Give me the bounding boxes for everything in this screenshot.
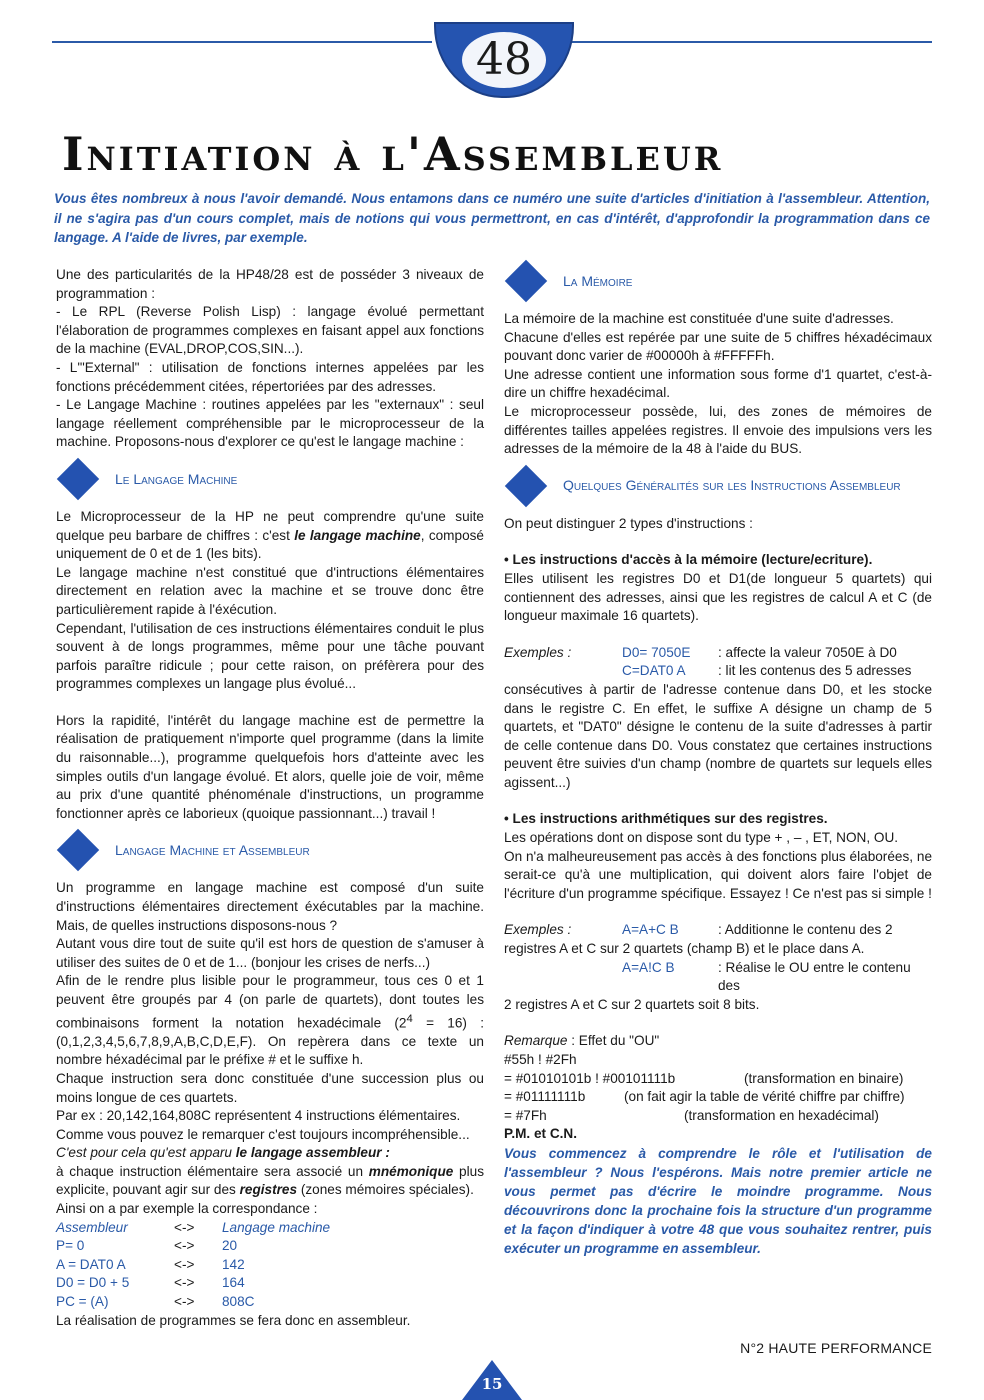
article-title: Initiation à l'Assembleur (62, 127, 724, 181)
example-code: A=A!C B (622, 959, 675, 975)
paragraph: Cependant, l'utilisation de ces instructions élémentaires conduit le plus souvent à de longs programmes, même pour une tâche pouvant parfois paraître ridicule ; pour cette raison, on préfèrera pour des programmes complexes un langage plus évolué... (56, 620, 484, 692)
header-rule-left (52, 41, 432, 43)
paragraph: Le Microprocesseur de la HP ne peut comprendre qu'une suite quelque peu barbare de chiffres : c'est le langage machine, composé uniquement de 0 et de 1 (les bits). (56, 508, 484, 562)
table-row: D0 = D0 + 5 <-> 164 (56, 1275, 245, 1291)
section-heading-langage-machine (56, 458, 484, 500)
example-desc: : Additionne le contenu des 2 (718, 922, 893, 938)
header-badge-number: 48 (462, 32, 546, 88)
emphasis: le langage machine (294, 527, 421, 543)
example-code: A=A+C B (622, 922, 679, 938)
header-rule-right (572, 41, 932, 43)
paragraph: - L'"External" : utilisation de fonctions internes appelées par les fonctions précédemment citées, répertoriées par des adresses. (56, 359, 484, 394)
example-line (504, 959, 932, 996)
remark-title: Remarque : Effet du "OU" (504, 1033, 660, 1049)
paragraph: - Le RPL (Reverse Polish Lisp) : langage évolué permettant l'élaboration de programmes complexes en faisant appel aux fonctions de la machine (EVAL,DROP,COS,SIN...). (56, 304, 484, 357)
section-title: La Mémoire (563, 272, 633, 289)
section-heading-generalites (504, 465, 932, 507)
article-intro: Vous êtes nombreux à nous l'avoir demandé. Nous entamons dans ce numéro une suite d'articles d'initiation à l'assembleur. Attention, il ne s'agira pas d'un cours complet, mais de notions qui vous permettront, en cas d'intérêt, d'approfondir la programmation dans ce langage. A l'aide de livres, par exemple. (54, 191, 930, 245)
signature: P.M. et C.N. (504, 1126, 578, 1142)
right-column (504, 266, 932, 1258)
left-column (56, 266, 484, 1330)
paragraph: On peut distinguer 2 types d'instructions : (504, 515, 753, 531)
diamond-icon (505, 465, 547, 507)
table-row: PC = (A) <-> 808C (56, 1294, 255, 1310)
paragraph: Un programme en langage machine est composé d'un suite d'instructions élémentaires directement éxécutables par la machine. Mais, de quelles instructions disposons-nous ? (56, 880, 484, 933)
paragraph: Hors la rapidité, l'intérêt du langage machine est de permettre la réalisation de pratiquement n'importe quel programme (dans la limite du raisonnable...), programme quelquefois hors d'atteinte avec les simples outils d'un langage évolué. Et alors, quelle joie de voir, même au prix d'une quantité phénoménale d'instructions, un programme fonctionner après ce laborieux (quoique passionnant...) travail ! (56, 712, 484, 821)
example-line (504, 662, 932, 681)
article-outro: Vous commencez à comprendre le rôle et l'utilisation de l'assembleur ? Nous l'espérons. Mais notre premier article ne vous permet pas d'écrire le moindre programme. Nous découvrirons donc la prochaine fois la structure d'un programme et la façon d'indiquer à votre 48 que vous souhaitez rentrer, puis exécuter un programme en assembleur. (504, 1145, 932, 1256)
paragraph: consécutives à partir de l'adresse contenue dans D0, et les stocke dans le registre C. En effet, le suffixe A désigne un champ de 5 quartets, et "DAT0" désigne le contenu de la suite d'adresses à partir de celle contenue dans D0. Vous constatez que certaines instructions peuvent être suivies d'un champ (nombre de quartets sur lequels elles agissent...) (504, 681, 932, 790)
paragraph: Comme vous pouvez le remarquer c'est toujours incompréhensible... (56, 1126, 470, 1142)
superscript: 4 (406, 1012, 413, 1025)
paragraph: Autant vous dire tout de suite qu'il est hors de question de s'amuser à utiliser des suites de 0 et de 1... (bonjour les crises de nerfs...) (56, 936, 484, 970)
table-header: Assembleur <-> Langage machine (56, 1219, 331, 1235)
paragraph: 2 registres A et C sur 2 quartets soit 8 bits. (504, 996, 760, 1012)
page-number: 15 (481, 1375, 503, 1393)
paragraph: registres A et C sur 2 quartets (champ B) et le place dans A. (504, 941, 865, 957)
diamond-icon (57, 829, 99, 871)
emphasis: mnémonique (368, 1163, 454, 1179)
paragraph: On n'a malheureusement pas accès à des fonctions plus élaborées, ne serait-ce qu'à une multiplication, qui doivent alors faire l'objet de l'écriture d'un programme spécifique. Essayez ! Ce n'est pas si simple ! (504, 848, 932, 901)
magazine-footer: N°2 HAUTE PERFORMANCE (740, 1340, 932, 1356)
paragraph: Une des particularités de la HP48/28 est de posséder 3 niveaux de programmation : (56, 267, 484, 301)
diamond-icon (57, 458, 99, 500)
paragraph: Le langage machine n'est constitué que d'intructions élémentaires directement en relation avec la machine et se trouve donc être particulièrement rapide à l'éxécution. (56, 564, 484, 617)
paragraph: La mémoire de la machine est constituée d'une suite d'adresses. (504, 311, 894, 326)
section-heading-memoire (504, 260, 932, 302)
paragraph: Par ex : 20,142,164,808C représentent 4 instructions élémentaires. (56, 1108, 461, 1124)
remark-line: = #7Fh (transformation en hexadécimal) (504, 1107, 879, 1123)
example-line (504, 644, 932, 663)
remark-line: = #01010101b ! #00101111b (transformation en binaire) (504, 1070, 904, 1086)
paragraph: Elles utilisent les registres D0 et D1(de longueur 5 quartets) qui contiennent des adresses, ainsi que les registres de calcul A et C (de longueur maximale 16 quartets). (504, 570, 932, 624)
example-label: Exemples : (504, 922, 572, 938)
paragraph: Afin de le rendre plus lisible pour le programmeur, tous ces 0 et 1 peuvent être groupés par 4 (on parle de quartets), dont toutes les combinaisons forment la notation hexadécimale $(2^4 = 16)$ : (0,1,2,3,4,5,6,7,8,9,A,B,C,D,E,F). On repèrera dans ce texte un nombre héxadécimal par le préfixe # et le suffixe h. (56, 973, 484, 1068)
correspondence-table (56, 1219, 484, 1312)
paragraph: Les opérations dont on dispose sont du type + , – , ET, NON, OU. (504, 830, 899, 846)
paragraph: Le microprocesseur possède, lui, des zones de mémoires de différentes tailles appelées registres. Il envoie des impulsions vers les adresses de la mémoire de la 48 à l'aide du BUS. (504, 403, 932, 457)
paragraph: C'est pour cela qu'est apparu le langage assembleur : (56, 1145, 390, 1161)
example-desc: : affecte la valeur 7050E à D0 (718, 644, 897, 660)
emphasis: le langage assembleur : (235, 1145, 390, 1161)
remark-block (504, 1032, 932, 1125)
remark-line: #55h ! #2Fh (504, 1052, 577, 1067)
section-title: Quelques Généralités sur les Instructions Assembleur (563, 477, 901, 494)
example-code: D0= 7050E (622, 644, 691, 660)
table-row: P= 0 <-> 20 (56, 1238, 238, 1254)
paragraph: à chaque instruction élémentaire sera associé un mnémonique plus explicite, pouvant agir sur des registres (zones mémoires spéciales). (56, 1163, 484, 1198)
example-desc: : lit les contenus des 5 adresses (718, 663, 912, 679)
subheading: • Les instructions d'accès à la mémoire (lecture/ecriture). (504, 552, 873, 568)
diamond-icon (505, 260, 547, 302)
paragraph: Chaque instruction sera donc constituée d'une succession plus ou moins longue de ces quartets. (56, 1070, 484, 1105)
section-heading-langage-assembleur (56, 829, 484, 871)
section-title: Langage Machine et Assembleur (115, 842, 310, 859)
section-title: Le Langage Machine (115, 470, 238, 487)
remark-line: = #01111111b (on fait agir la table de vérité chiffre par chiffre) (504, 1089, 905, 1105)
example-label: Exemples : (504, 644, 572, 660)
paragraph: La réalisation de programmes se fera donc en assembleur. (56, 1312, 411, 1328)
table-row: A = DAT0 A <-> 142 (56, 1256, 245, 1272)
example-desc: : Réalise le OU entre le contenu des (718, 959, 911, 994)
header-badge (434, 22, 574, 98)
paragraph: Ainsi on a par exemple la correspondance : (56, 1201, 318, 1217)
subheading: • Les instructions arithmétiques sur des registres. (504, 811, 828, 827)
paragraph: - Le Langage Machine : routines appelées par les "externaux" : seul langage réellement compréhensible par le microprocesseur de la machine. Proposons-nous d'explorer ce qu'est le langage machine : (56, 397, 484, 450)
paragraph: Chacune d'elles est repérée par une suite de 5 chiffres héxadécimaux pouvant donc varier de #00000h à #FFFFFh. (504, 329, 932, 364)
example-line (504, 921, 932, 940)
emphasis: registres (239, 1182, 298, 1198)
example-code: C=DAT0 A (622, 663, 686, 679)
paragraph: Une adresse contient une information sous forme d'1 quartet, c'est-à-dire un chiffre hexadécimal. (504, 366, 932, 401)
